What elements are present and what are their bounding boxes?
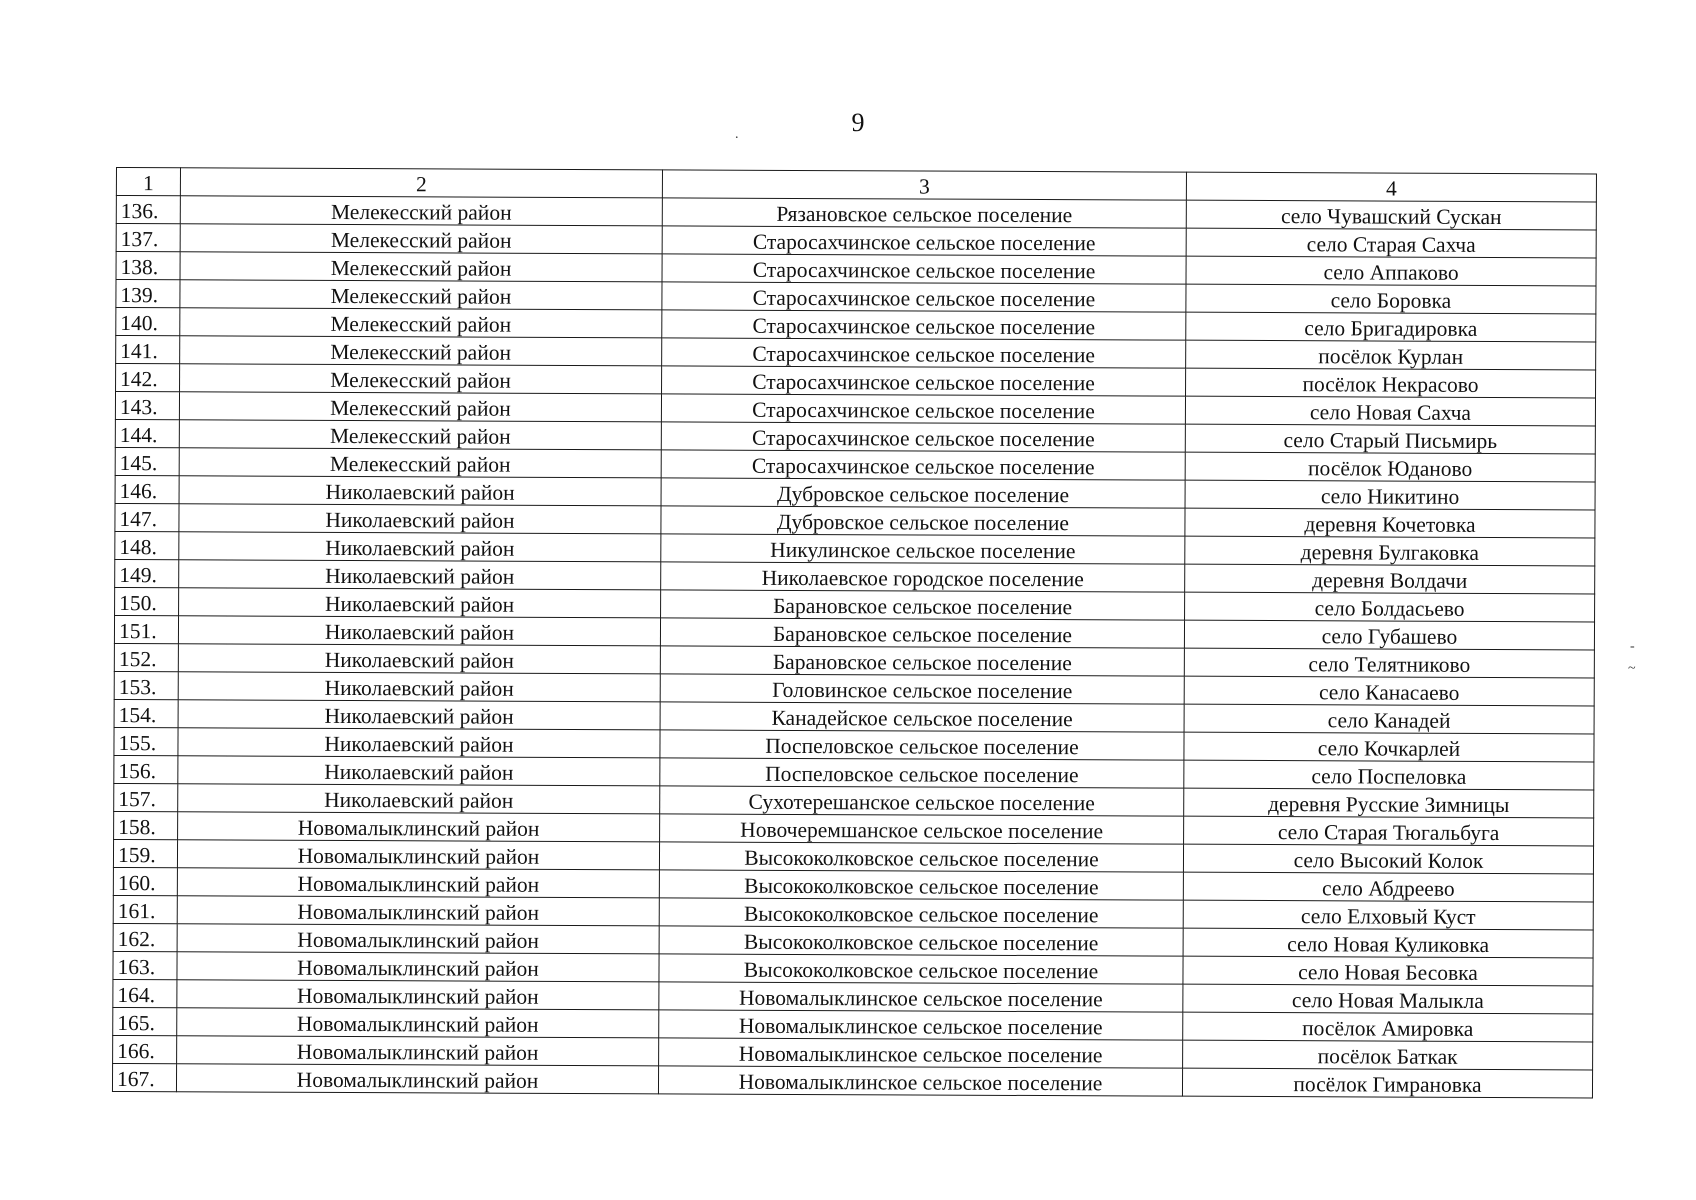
locality-cell: село Чувашский Сускан	[1186, 200, 1596, 230]
locality-cell: село Новая Бесовка	[1183, 956, 1593, 986]
row-number-cell: 154.	[114, 699, 178, 727]
district-cell: Мелекесский район	[179, 392, 661, 422]
settlement-cell: Поспеловское сельское поселение	[660, 730, 1184, 760]
row-number-cell: 137.	[116, 224, 180, 252]
district-cell: Николаевский район	[178, 784, 660, 814]
table-row	[112, 1063, 1592, 1097]
settlement-cell: Рязановское сельское поселение	[662, 198, 1186, 228]
locality-cell: село Новая Малыкла	[1183, 984, 1593, 1014]
district-cell: Николаевский район	[179, 588, 661, 618]
row-number-cell: 162.	[113, 923, 177, 951]
settlement-cell: Высококолковское сельское поселение	[659, 926, 1183, 956]
settlement-cell: Высококолковское сельское поселение	[659, 870, 1183, 900]
row-number-cell: 161.	[113, 895, 177, 923]
row-number-cell: 160.	[113, 867, 177, 895]
district-cell: Новомалыклинский район	[177, 952, 659, 982]
header-cell: 4	[1186, 172, 1596, 202]
settlement-cell: Канадейское сельское поселение	[660, 702, 1184, 732]
settlement-cell: Николаевское городское поселение	[661, 562, 1185, 592]
header-cell: 2	[180, 168, 662, 198]
district-cell: Новомалыклинский район	[177, 1008, 659, 1038]
row-number-cell: 167.	[112, 1063, 176, 1091]
district-cell: Новомалыклинский район	[177, 980, 659, 1010]
row-number-cell: 139.	[116, 280, 180, 308]
locality-cell: посёлок Некрасово	[1186, 368, 1596, 398]
locality-cell: деревня Русские Зимницы	[1184, 788, 1594, 818]
settlement-cell: Никулинское сельское поселение	[661, 534, 1185, 564]
locality-cell: деревня Кочетовка	[1185, 508, 1595, 538]
district-cell: Мелекесский район	[180, 224, 662, 254]
locality-cell: село Новая Куликовка	[1183, 928, 1593, 958]
district-cell: Николаевский район	[179, 560, 661, 590]
row-number-cell: 157.	[114, 783, 178, 811]
settlement-cell: Новомалыклинское сельское поселение	[659, 1038, 1183, 1068]
settlement-cell: Сухотерешанское сельское поселение	[660, 786, 1184, 816]
header-cell: 3	[662, 170, 1186, 200]
district-cell: Мелекесский район	[180, 336, 662, 366]
settlement-cell: Высококолковское сельское поселение	[659, 842, 1183, 872]
locality-cell: посёлок Гимрановка	[1182, 1068, 1592, 1098]
locality-cell: село Канасаево	[1184, 676, 1594, 706]
locality-cell: село Бригадировка	[1186, 312, 1596, 342]
district-cell: Мелекесский район	[180, 280, 662, 310]
settlement-cell: Дубровское сельское поселение	[661, 478, 1185, 508]
locality-cell: село Елховый Куст	[1183, 900, 1593, 930]
settlement-cell: Старосахчинское сельское поселение	[662, 310, 1186, 340]
row-number-cell: 164.	[113, 979, 177, 1007]
district-cell: Мелекесский район	[180, 364, 662, 394]
locality-cell: посёлок Баткак	[1183, 1040, 1593, 1070]
scan-speck: -	[1630, 639, 1635, 654]
settlement-cell: Поспеловское сельское поселение	[660, 758, 1184, 788]
district-cell: Мелекесский район	[180, 308, 662, 338]
district-cell: Николаевский район	[179, 532, 661, 562]
settlements-table	[112, 167, 1597, 1098]
settlement-cell: Новомалыклинское сельское поселение	[658, 1066, 1182, 1096]
settlement-cell: Головинское сельское поселение	[660, 674, 1184, 704]
district-cell: Николаевский район	[179, 504, 661, 534]
settlement-cell: Барановское сельское поселение	[661, 590, 1185, 620]
row-number-cell: 150.	[115, 587, 179, 615]
settlement-cell: Барановское сельское поселение	[660, 646, 1184, 676]
settlement-cell: Старосахчинское сельское поселение	[662, 338, 1186, 368]
district-cell: Николаевский район	[178, 756, 660, 786]
locality-cell: село Аппаково	[1186, 256, 1596, 286]
locality-cell: село Старая Тюгальбуга	[1184, 816, 1594, 846]
district-cell: Мелекесский район	[179, 448, 661, 478]
locality-cell: село Никитино	[1185, 480, 1595, 510]
district-cell: Новомалыклинский район	[178, 812, 660, 842]
locality-cell: село Старая Сахча	[1186, 228, 1596, 258]
locality-cell: деревня Булгаковка	[1185, 536, 1595, 566]
locality-cell: село Телятниково	[1184, 648, 1594, 678]
row-number-cell: 151.	[114, 615, 178, 643]
row-number-cell: 156.	[114, 755, 178, 783]
district-cell: Мелекесский район	[180, 196, 662, 226]
district-cell: Николаевский район	[178, 728, 660, 758]
row-number-cell: 153.	[114, 671, 178, 699]
district-cell: Новомалыклинский район	[177, 896, 659, 926]
district-cell: Николаевский район	[178, 700, 660, 730]
settlement-cell: Барановское сельское поселение	[660, 618, 1184, 648]
district-cell: Мелекесский район	[179, 420, 661, 450]
locality-cell: село Болдасьево	[1185, 592, 1595, 622]
settlement-cell: Высококолковское сельское поселение	[659, 954, 1183, 984]
locality-cell: село Боровка	[1186, 284, 1596, 314]
settlement-cell: Старосахчинское сельское поселение	[661, 394, 1185, 424]
district-cell: Николаевский район	[178, 616, 660, 646]
scan-speck: .	[735, 127, 739, 142]
locality-cell: село Губашево	[1184, 620, 1594, 650]
row-number-cell: 140.	[116, 308, 180, 336]
row-number-cell: 146.	[115, 475, 179, 503]
row-number-cell: 166.	[113, 1035, 177, 1063]
district-cell: Новомалыклинский район	[177, 840, 659, 870]
row-number-cell: 141.	[116, 336, 180, 364]
district-cell: Николаевский район	[178, 644, 660, 674]
district-cell: Новомалыклинский район	[177, 924, 659, 954]
row-number-cell: 163.	[113, 951, 177, 979]
row-number-cell: 147.	[115, 503, 179, 531]
district-cell: Николаевский район	[178, 672, 660, 702]
settlement-cell: Старосахчинское сельское поселение	[662, 226, 1186, 256]
district-cell: Мелекесский район	[180, 252, 662, 282]
locality-cell: село Канадей	[1184, 704, 1594, 734]
row-number-cell: 159.	[113, 839, 177, 867]
page-number: 9	[851, 108, 865, 137]
locality-cell: посёлок Юданово	[1185, 452, 1595, 482]
settlement-cell: Новомалыклинское сельское поселение	[659, 1010, 1183, 1040]
settlement-cell: Старосахчинское сельское поселение	[661, 450, 1185, 480]
settlement-cell: Новомалыклинское сельское поселение	[659, 982, 1183, 1012]
row-number-cell: 152.	[114, 643, 178, 671]
settlement-cell: Дубровское сельское поселение	[661, 506, 1185, 536]
row-number-cell: 144.	[115, 419, 179, 447]
locality-cell: село Поспеловка	[1184, 760, 1594, 790]
row-number-cell: 148.	[115, 531, 179, 559]
district-cell: Новомалыклинский район	[177, 868, 659, 898]
table-body	[112, 168, 1596, 1098]
settlement-cell: Высококолковское сельское поселение	[659, 898, 1183, 928]
settlement-cell: Старосахчинское сельское поселение	[662, 254, 1186, 284]
settlement-cell: Старосахчинское сельское поселение	[662, 282, 1186, 312]
district-cell: Новомалыклинский район	[177, 1036, 659, 1066]
locality-cell: посёлок Курлан	[1186, 340, 1596, 370]
settlement-cell: Старосахчинское сельское поселение	[662, 366, 1186, 396]
header-cell: 1	[116, 168, 180, 196]
row-number-cell: 143.	[115, 392, 179, 420]
district-cell: Новомалыклинский район	[176, 1064, 658, 1094]
scan-speck: ~	[1628, 661, 1636, 676]
settlement-cell: Новочеремшанское сельское поселение	[660, 814, 1184, 844]
locality-cell: село Новая Сахча	[1185, 396, 1595, 426]
locality-cell: село Кочкарлей	[1184, 732, 1594, 762]
locality-cell: деревня Волдачи	[1185, 564, 1595, 594]
locality-cell: село Высокий Колок	[1183, 844, 1593, 874]
row-number-cell: 149.	[115, 559, 179, 587]
district-cell: Николаевский район	[179, 476, 661, 506]
row-number-cell: 165.	[113, 1007, 177, 1035]
row-number-cell: 138.	[116, 252, 180, 280]
settlement-cell: Старосахчинское сельское поселение	[661, 422, 1185, 452]
row-number-cell: 158.	[114, 811, 178, 839]
row-number-cell: 136.	[116, 196, 180, 224]
row-number-cell: 142.	[116, 364, 180, 392]
locality-cell: село Старый Письмирь	[1185, 424, 1595, 454]
row-number-cell: 145.	[115, 447, 179, 475]
row-number-cell: 155.	[114, 727, 178, 755]
locality-cell: посёлок Амировка	[1183, 1012, 1593, 1042]
locality-cell: село Абдреево	[1183, 872, 1593, 902]
